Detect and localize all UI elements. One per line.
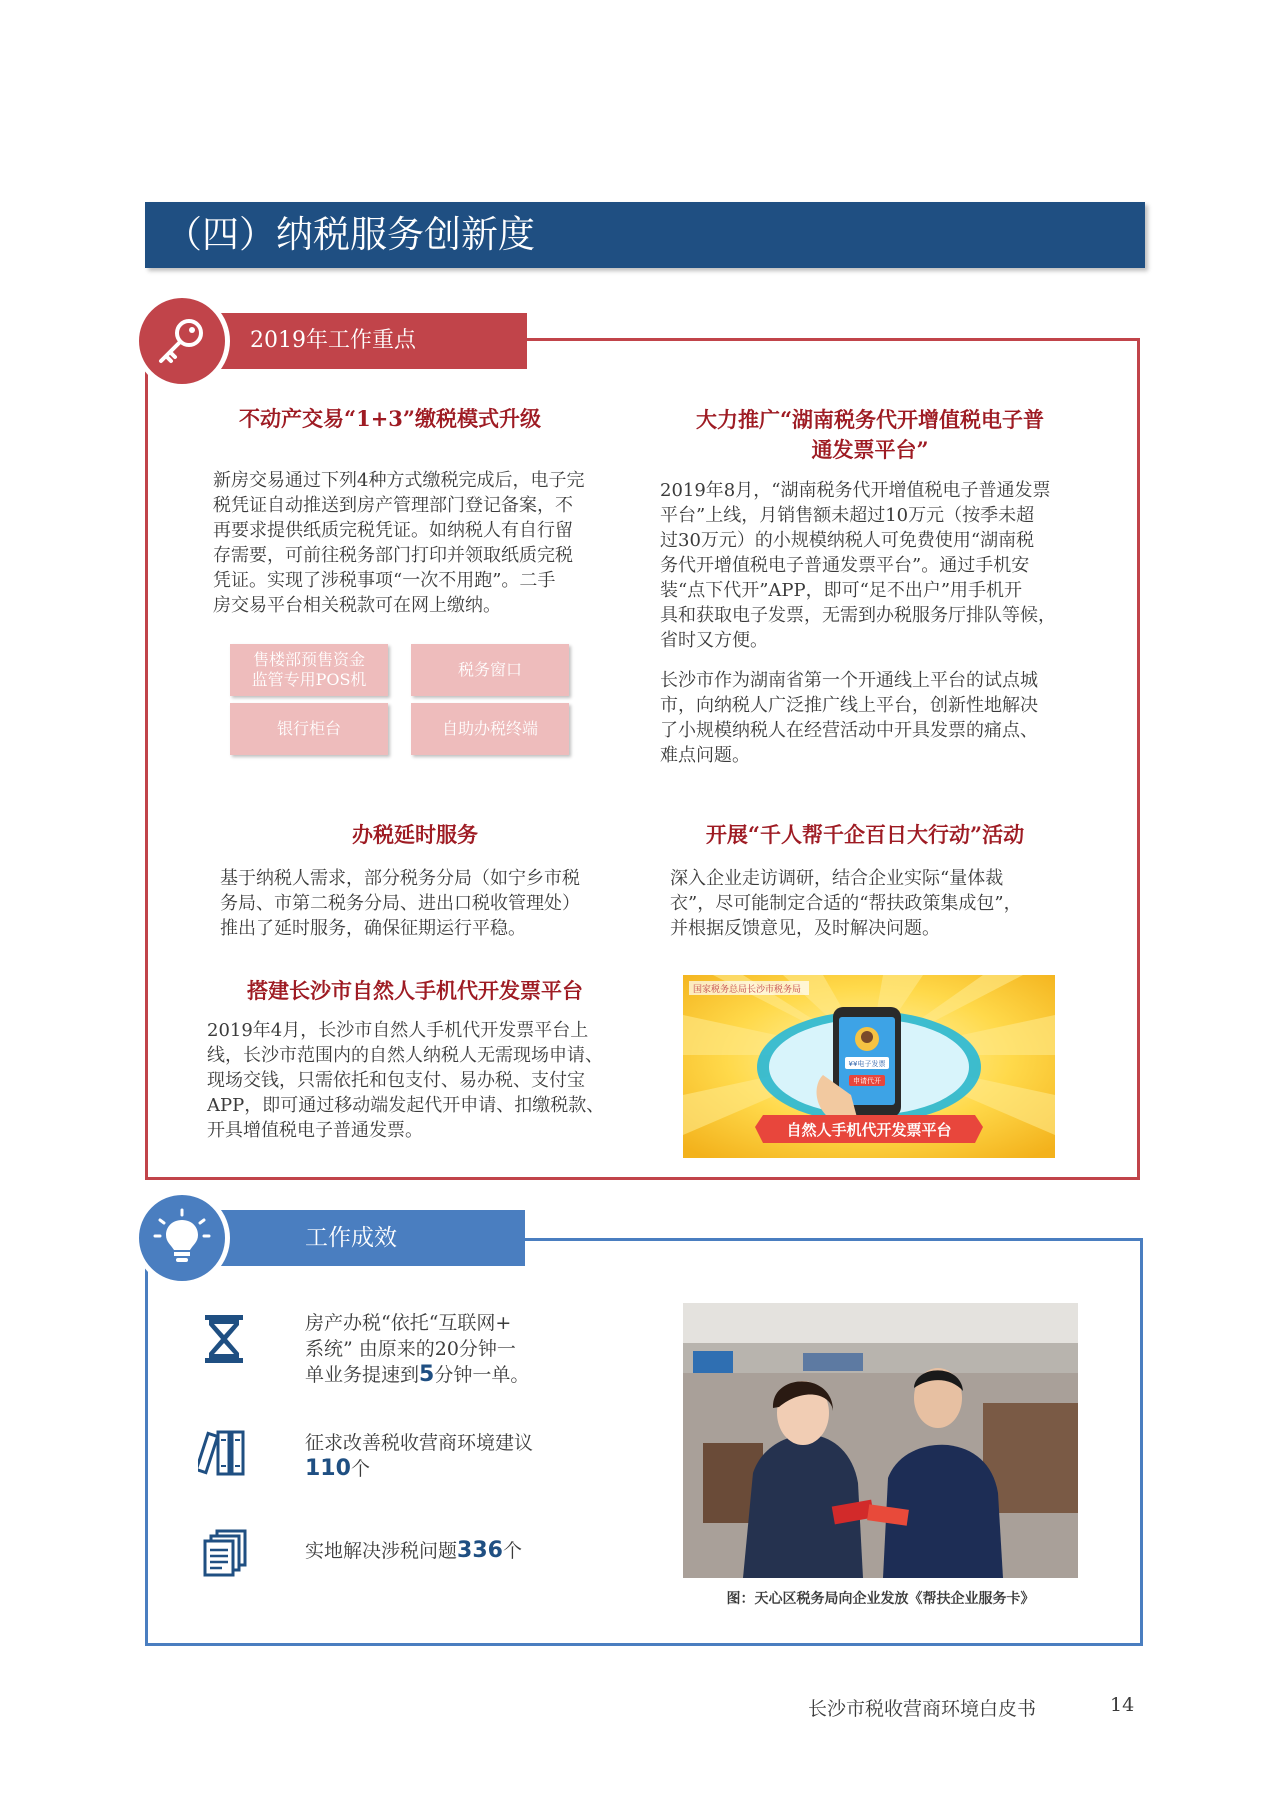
item-heading-mobile-platform: 搭建长沙市自然人手机代开发票平台 bbox=[247, 978, 583, 1003]
stat-suggestions-number: 110 bbox=[305, 1456, 351, 1481]
books-icon bbox=[198, 1428, 248, 1478]
method-box-terminal: 自助办税终端 bbox=[411, 703, 569, 755]
item-body-e-invoice-pilot: 长沙市作为湖南省第一个开通线上平台的试点城 市，向纳税人广泛推广线上平台，创新性地解决 了小规模纳税人在经营活动中开具发票的痛点、 难点问题。 bbox=[660, 670, 1038, 766]
section-title: （四）纳税服务创新度 bbox=[165, 213, 535, 256]
lightbulb-icon bbox=[134, 1190, 230, 1286]
footer-title: 长沙市税收营商环境白皮书 bbox=[808, 1698, 1037, 1720]
key-icon bbox=[134, 293, 230, 389]
item-heading-property-tax: 不动产交易“1+3”缴税模式升级 bbox=[239, 406, 541, 431]
mobile-invoice-poster bbox=[683, 975, 1055, 1158]
documents-icon bbox=[203, 1528, 249, 1578]
item-heading-e-invoice: 大力推广“湖南税务代开增值税电子普 通发票平台” bbox=[695, 407, 1045, 462]
poster-phone-button: 申请代开 bbox=[853, 1077, 881, 1085]
item-heading-enterprise-help: 开展“千人帮千企百日大行动”活动 bbox=[705, 822, 1025, 847]
service-card-photo bbox=[683, 1303, 1078, 1578]
stat-problems-solved: 实地解决涉税问题336个 bbox=[305, 1538, 522, 1563]
item-body-property-tax: 新房交易通过下列4种方式缴税完成后，电子完 税凭证自动推送到房产管理部门登记备案，不 再要求提供纸质完税凭证。如纳税人有自行留 存需要，可前往税务部门打印并领取纸质完税 凭证。实现了涉税事项“一次不用跑”。二手 房交易平台相关税款可在网上缴纳。 bbox=[213, 470, 585, 616]
method-box-bank: 银行柜台 bbox=[230, 703, 388, 755]
page-number: 14 bbox=[1110, 1694, 1135, 1716]
focus-tab-label: 2019年工作重点 bbox=[250, 328, 416, 353]
hourglass-icon bbox=[203, 1313, 245, 1365]
method-box-pos: 售楼部预售资金 监管专用POS机 bbox=[230, 644, 388, 696]
stat-problems-number: 336 bbox=[457, 1538, 503, 1563]
item-body-e-invoice: 2019年8月，“湖南税务代开增值税电子普通发票 平台”上线，月销售额未超过10万元（按季未超 过30万元）的小规模纳税人可免费使用“湖南税 务代开增值税电子普通发票平台”。通过手机安 装“点下代开”APP，即可“足不出户”用手机开 具和获取电子发票，无需到办税服务厅排队等候， 省时又方便。 bbox=[660, 480, 1056, 651]
item-body-extended-hours: 基于纳税人需求，部分税务分局（如宁乡市税 务局、市第二税务分局、进出口税收管理处） 推出了延时服务，确保征期运行平稳。 bbox=[220, 868, 580, 939]
poster-banner: 自然人手机代开发票平台 bbox=[786, 1121, 952, 1139]
photo-caption: 图：天心区税务局向企业发放《帮扶企业服务卡》 bbox=[726, 1591, 1035, 1607]
method-box-window: 税务窗口 bbox=[411, 644, 569, 696]
stat-speed-number: 5 bbox=[419, 1362, 435, 1387]
poster-top-label: 国家税务总局长沙市税务局 bbox=[693, 985, 802, 995]
stat-suggestions: 征求改善税收营商环境建议 110个 bbox=[305, 1432, 534, 1481]
poster-phone-label: ¥¥电子发票 bbox=[848, 1060, 886, 1068]
results-tab-label: 工作成效 bbox=[305, 1225, 397, 1251]
item-heading-extended-hours: 办税延时服务 bbox=[352, 822, 478, 847]
item-body-enterprise-help: 深入企业走访调研，结合企业实际“量体裁 衣”，尽可能制定合适的“帮扶政策集成包”， 并根据反馈意见，及时解决问题。 bbox=[670, 868, 1022, 939]
stat-processing-speed: 房产办税“依托“互联网+ 系统” 由原来的20分钟一 单业务提速到5分钟一单。 bbox=[305, 1312, 530, 1387]
item-body-mobile-platform: 2019年4月，长沙市自然人手机代开发票平台上 线，长沙市范围内的自然人纳税人无需现场申请、 现场交钱，只需依托和包支付、易办税、支付宝 APP，即可通过移动端发起代开申请、扣缴税款、 开具增值税电子普通发票。 bbox=[207, 1020, 605, 1141]
